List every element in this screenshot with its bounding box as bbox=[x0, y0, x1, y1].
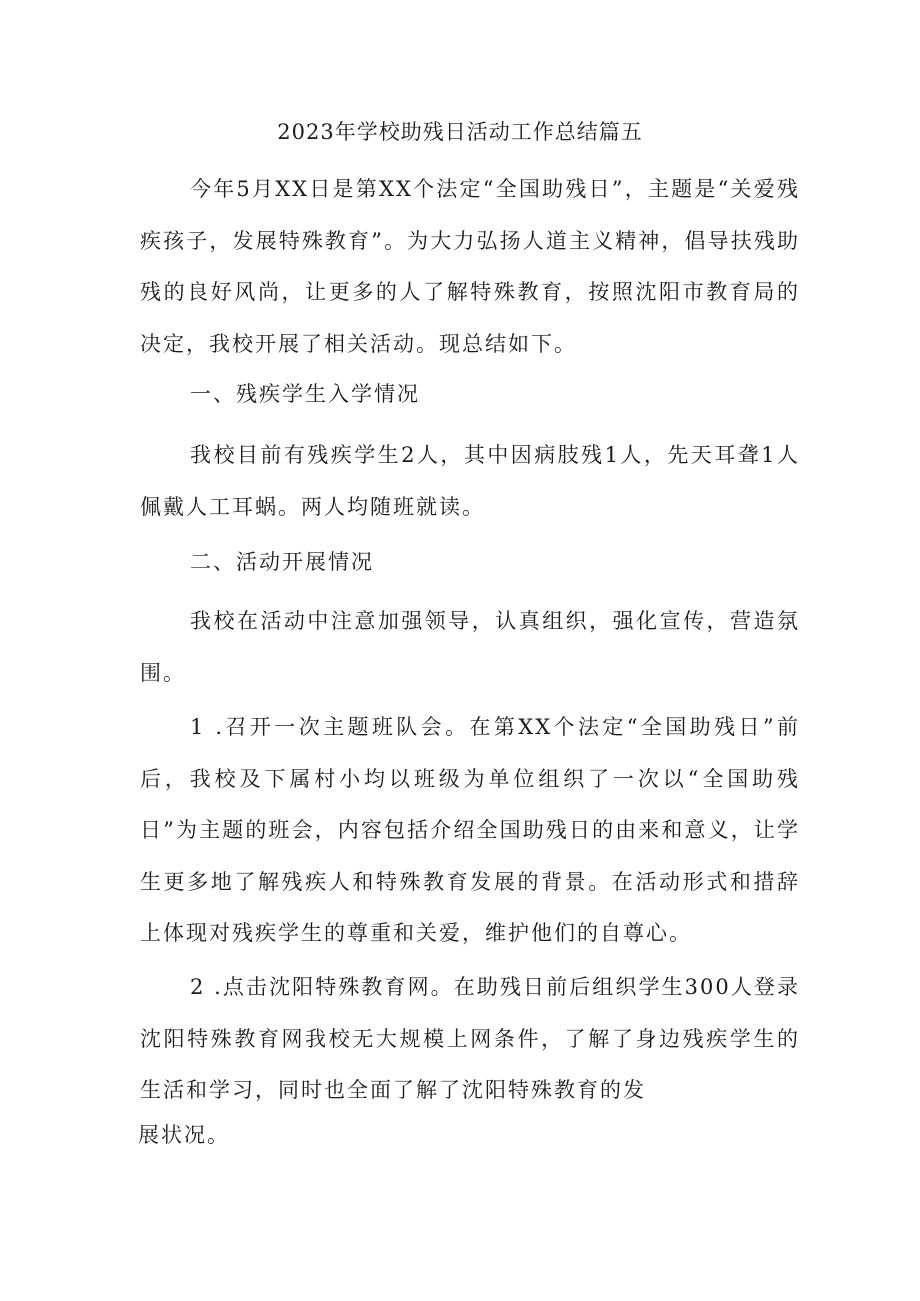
list-item-2: 2 .点击沈阳特殊教育网。在助残日前后组织学生300人登录沈阳特殊教育网我校无大规模上网条件，了解了身边残疾学生的生活和学习，同时也全面了解了沈阳特殊教育的发 bbox=[140, 975, 800, 1102]
list-item-2-continuation: 展状况。 bbox=[138, 1123, 230, 1147]
section1-body: 我校目前有残疾学生2人，其中因病肢残1人，先天耳聋1人佩戴人工耳蜗。两人均随班就读。 bbox=[140, 443, 800, 519]
section2-body: 我校在活动中注意加强领导，认真组织，强化宣传，营造氛围。 bbox=[140, 609, 800, 685]
intro-paragraph: 今年5月XX日是第XX个法定“全国助残日”，主题是“关爱残疾孩子，发展特殊教育”。为大力弘扬人道主义精神，倡导扶残助残的良好风尚，让更多的人了解特殊教育，按照沈阳市教育局的决定，我校开展了相关活动。现总结如下。 bbox=[140, 177, 800, 356]
list-item-1: 1 .召开一次主题班队会。在第XX个法定“全国助残日”前后，我校及下属村小均以班级为单位组织了一次以“全国助残日”为主题的班会，内容包括介绍全国助残日的由来和意义，让学生更多地了解残疾人和特殊教育发展的背景。在活动形式和措辞上体现对残疾学生的尊重和关爱，维护他们的自尊心。 bbox=[140, 715, 800, 945]
document-title: 2023年学校助残日活动工作总结篇五 bbox=[277, 120, 643, 144]
section1-heading: 一、残疾学生入学情况 bbox=[190, 382, 420, 406]
section2-heading: 二、活动开展情况 bbox=[190, 550, 374, 574]
